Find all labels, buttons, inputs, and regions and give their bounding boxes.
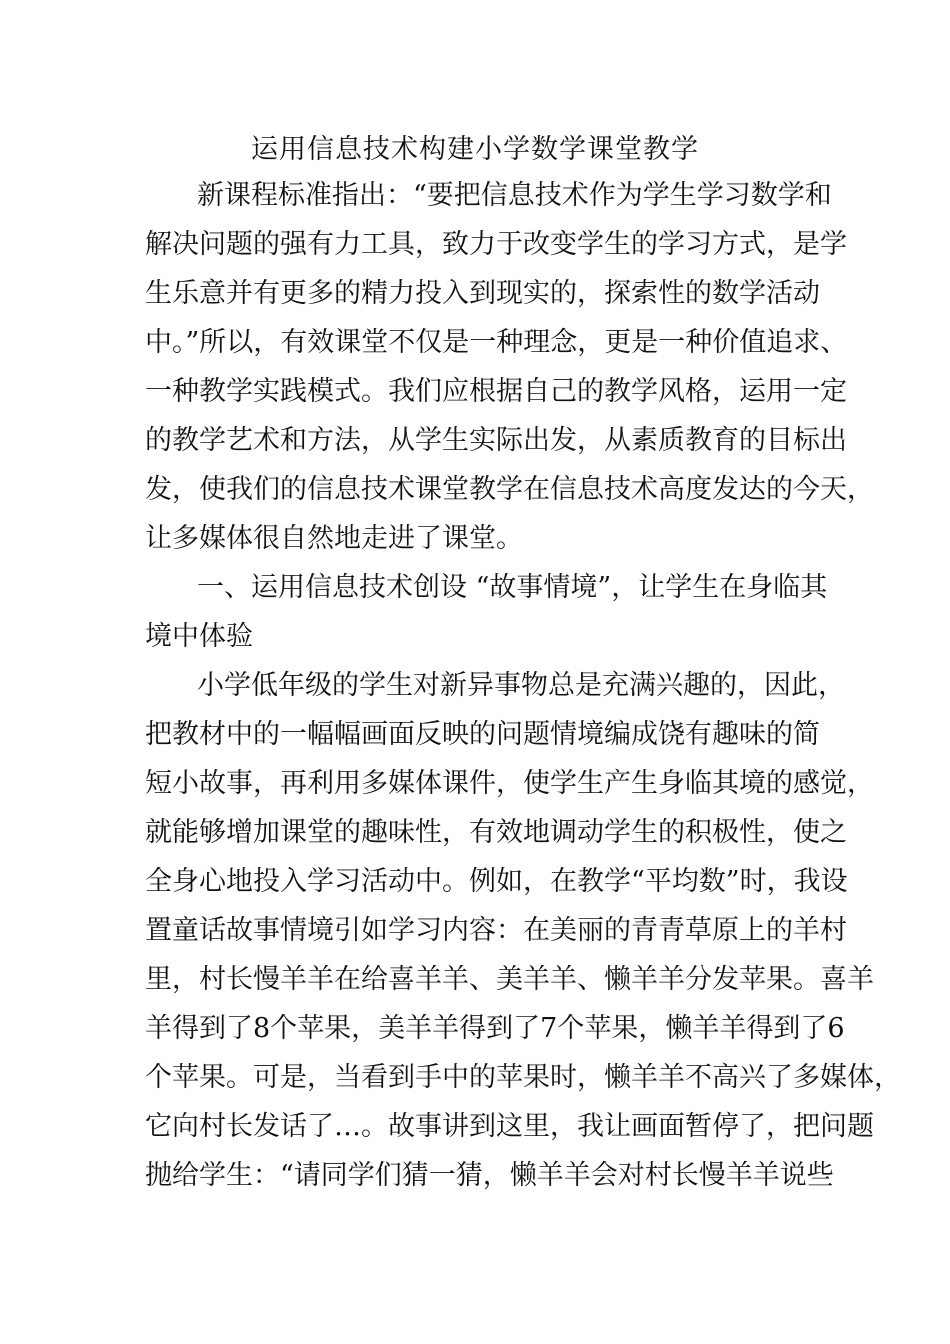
paragraph-1-line-5: 一种教学实践模式。我们应根据自己的教学风格，运用一定 <box>145 376 847 407</box>
section-heading-1-line-2: 境中体验 <box>145 621 253 652</box>
paragraph-1-line-6: 的教学艺术和方法，从学生实际出发，从素质教育的目标出 <box>145 425 847 456</box>
paragraph-2-line-10: 它向村长发话了…。故事讲到这里，我让画面暂停了，把问题 <box>145 1111 874 1142</box>
paragraph-2-line-5: 全身心地投入学习活动中。例如，在教学“平均数”时，我设 <box>145 866 848 897</box>
paragraph-2-line-11: 抛给学生：“请同学们猜一猜，懒羊羊会对村长慢羊羊说些 <box>145 1160 834 1191</box>
paragraph-2-line-7: 里，村长慢羊羊在给喜羊羊、美羊羊、懒羊羊分发苹果。喜羊 <box>145 964 874 995</box>
paragraph-1-line-7: 发，使我们的信息技术课堂教学在信息技术高度发达的今天， <box>145 474 874 505</box>
paragraph-2-line-6: 置童话故事情境引如学习内容：在美丽的青青草原上的羊村 <box>145 915 847 946</box>
paragraph-1-line-1: 新课程标准指出：“要把信息技术作为学生学习数学和 <box>197 180 832 211</box>
paragraph-2-line-3: 短小故事，再利用多媒体课件，使学生产生身临其境的感觉， <box>145 768 874 799</box>
paragraph-2-line-9: 个苹果。可是，当看到手中的苹果时，懒羊羊不高兴了多媒体， <box>145 1062 901 1093</box>
paragraph-1-line-3: 生乐意并有更多的精力投入到现实的，探索性的数学活动 <box>145 278 820 309</box>
paragraph-1-line-8: 让多媒体很自然地走进了课堂。 <box>145 523 523 554</box>
document-title: 运用信息技术构建小学数学课堂教学 <box>251 134 699 165</box>
paragraph-2-line-4: 就能够增加课堂的趣味性，有效地调动学生的积极性，使之 <box>145 817 847 848</box>
section-heading-1-line-1: 一、运用信息技术创设 “故事情境”，让学生在身临其 <box>197 572 828 603</box>
paragraph-2-line-2: 把教材中的一幅幅画面反映的问题情境编成饶有趣味的简 <box>145 719 820 750</box>
paragraph-1-line-4: 中。”所以，有效课堂不仅是一种理念，更是一种价值追求、 <box>145 327 848 358</box>
paragraph-1-line-2: 解决问题的强有力工具，致力于改变学生的学习方式，是学 <box>145 229 847 260</box>
paragraph-2-line-8: 羊得到了8个苹果，美羊羊得到了7个苹果，懒羊羊得到了6 <box>145 1013 845 1044</box>
paragraph-2-line-1: 小学低年级的学生对新异事物总是充满兴趣的，因此， <box>197 670 845 701</box>
